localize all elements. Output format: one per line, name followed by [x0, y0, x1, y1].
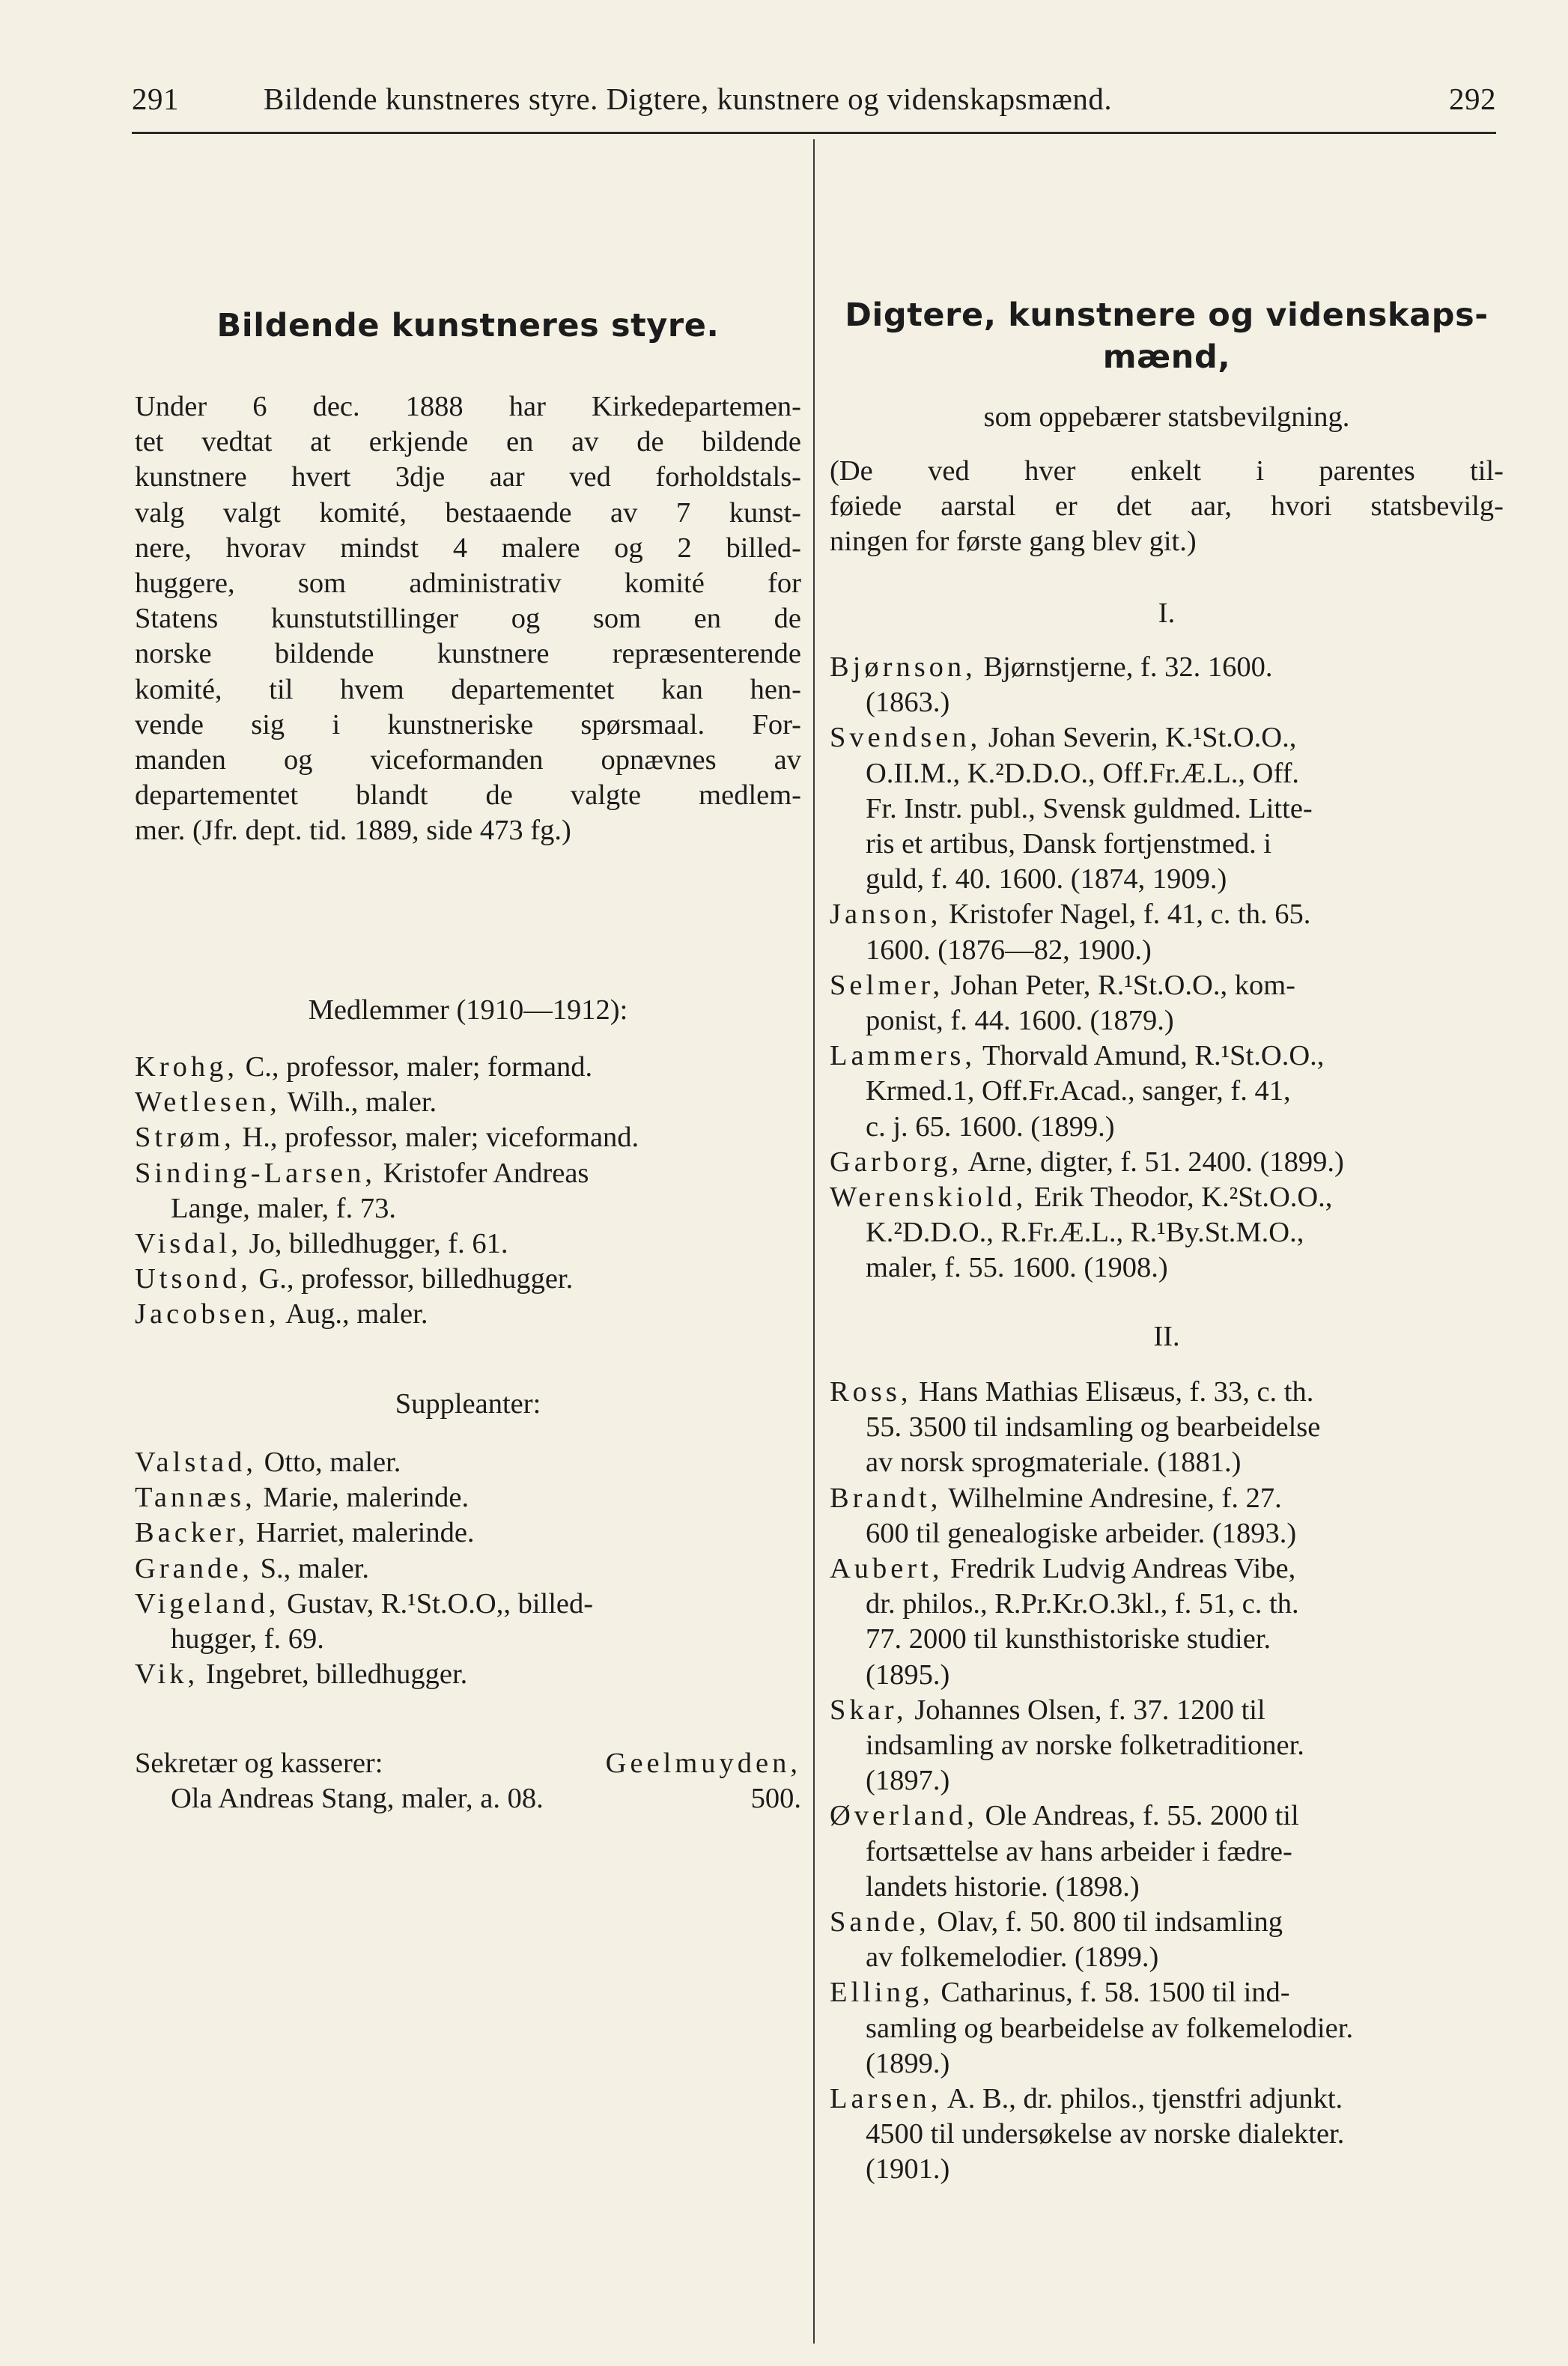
paragraph-line: norske bildende kunstnere repræsenterende	[135, 638, 801, 670]
secretary-block	[135, 1746, 801, 1816]
entry-text: Arne, digter, f. 51. 2400. (1899.)	[967, 1146, 1344, 1178]
person-name: Tannæs,	[135, 1482, 256, 1514]
deputy-entry	[135, 1587, 801, 1657]
note-paragraph	[830, 454, 1504, 560]
grant-list-2	[830, 1375, 1504, 2188]
entry-text: 4500 til undersøkelse av norske dialekter.	[866, 2118, 1345, 2150]
person-name: Larsen,	[830, 2083, 942, 2115]
entry-text: C., professor, maler; formand.	[245, 1051, 593, 1083]
member-entry	[135, 1085, 801, 1120]
intro-paragraph	[135, 389, 801, 849]
person-name: Aubert,	[830, 1553, 943, 1585]
entry-text: Hans Mathias Elisæus, f. 33, c. th.	[919, 1376, 1314, 1408]
deputy-entry	[135, 1657, 801, 1692]
entry-text: landets historie. (1898.)	[866, 1870, 1140, 1903]
person-name: Svendsen,	[830, 722, 982, 754]
person-name: Selmer,	[830, 969, 944, 1001]
paragraph-line: Under 6 dec. 1888 har Kirkedepartemen-	[135, 391, 801, 422]
entry-text: Fr. Instr. publ., Svensk guldmed. Litte-	[866, 792, 1313, 824]
person-name: Elling,	[830, 1977, 934, 2009]
entry-text: Olav, f. 50. 800 til indsamling	[937, 1906, 1283, 1938]
person-name: Geelmuyden,	[605, 1748, 801, 1779]
grant-entry	[830, 2081, 1504, 2188]
person-name: Lammers,	[830, 1040, 976, 1072]
person-name: Bjørnson,	[830, 651, 976, 683]
paragraph-line: vende sig i kunstneriske spørsmaal. For-	[135, 708, 801, 740]
member-entry	[135, 1120, 801, 1155]
entry-text: dr. philos., R.Pr.Kr.O.3kl., f. 51, c. th.	[866, 1588, 1299, 1620]
subheading: som oppebærer statsbevilgning.	[983, 401, 1350, 433]
grant-entry	[830, 1975, 1504, 2081]
entry-text: Fredrik Ludvig Andreas Vibe,	[950, 1553, 1296, 1585]
section-number-2: II.	[1153, 1321, 1180, 1352]
entry-text: Catharinus, f. 58. 1500 til ind-	[941, 1977, 1290, 2009]
entry-text: av norsk sprogmateriale. (1881.)	[866, 1447, 1242, 1479]
header-rule	[132, 132, 1496, 134]
grant-entry	[830, 650, 1504, 720]
paragraph-line: valg valgt komité, bestaaende av 7 kunst-	[135, 496, 801, 529]
person-name: Wetlesen,	[135, 1086, 281, 1119]
members-heading: Medlemmer (1910—1912):	[308, 994, 628, 1026]
secretary-label: Sekretær og kasserer:	[135, 1748, 383, 1779]
paragraph-line: (De ved hver enkelt i parentes til-	[830, 455, 1504, 487]
grant-entry	[830, 897, 1504, 967]
members-list	[135, 1050, 801, 1333]
entry-text: Thorvald Amund, R.¹St.O.O.,	[982, 1040, 1325, 1072]
entry-text: 600 til genealogiske arbeider. (1893.)	[866, 1517, 1297, 1549]
paragraph-line: departementet blandt de valgte medlem-	[135, 779, 801, 812]
person-name: Skar,	[830, 1694, 908, 1726]
entry-text: Marie, malerinde.	[263, 1482, 470, 1514]
person-name: Valstad,	[135, 1447, 257, 1478]
paragraph-line: manden og viceformanden opnævnes av	[135, 744, 801, 776]
entry-text: Erik Theodor, K.²St.O.O.,	[1033, 1182, 1333, 1214]
section-heading-bildende: Bildende kunstneres styre.	[216, 307, 720, 344]
entry-text: Ole Andreas, f. 55. 2000 til	[985, 1800, 1299, 1832]
member-entry	[135, 1156, 801, 1226]
entry-text: indsamling av norske folketraditioner.	[866, 1730, 1304, 1762]
person-name: Strøm,	[135, 1122, 235, 1154]
entry-text: 55. 3500 til indsamling og bearbeidelse	[866, 1411, 1321, 1444]
entry-text: samling og bearbeidelse av folkemelodier.	[866, 2012, 1354, 2044]
grant-entry	[830, 1551, 1504, 1693]
entry-text: Kristofer Andreas	[383, 1157, 589, 1189]
entry-text: 1600. (1876—82, 1900.)	[866, 934, 1152, 966]
entry-text: (1899.)	[866, 2047, 950, 2079]
entry-text: c. j. 65. 1600. (1899.)	[866, 1110, 1115, 1143]
grant-entry	[830, 720, 1504, 897]
person-name: Ross,	[830, 1376, 912, 1408]
entry-text: Wilh., maler.	[287, 1086, 437, 1119]
entry-text: G., professor, billedhugger.	[258, 1263, 574, 1295]
amount: 500.	[750, 1783, 801, 1815]
grant-entry	[830, 1375, 1504, 1481]
grant-entry	[830, 1145, 1504, 1180]
entry-text: Wilhelmine Andresine, f. 27.	[948, 1482, 1282, 1514]
entry-text: O.II.M., K.²D.D.O., Off.Fr.Æ.L., Off.	[866, 757, 1300, 789]
entry-text: A. B., dr. philos., tjenstfri adjunkt.	[946, 2083, 1343, 2115]
entry-text: ponist, f. 44. 1600. (1879.)	[866, 1005, 1174, 1037]
entry-text: Otto, maler.	[264, 1447, 401, 1478]
deputy-entry	[135, 1515, 801, 1551]
paragraph-line: mer. (Jfr. dept. tid. 1889, side 473 fg.)	[135, 815, 571, 847]
person-name: Sinding-Larsen,	[135, 1157, 376, 1189]
entry-text: S., maler.	[260, 1552, 369, 1584]
entry-text: Kristofer Nagel, f. 41, c. th. 65.	[949, 898, 1311, 931]
entry-text: H., professor, maler; viceformand.	[242, 1122, 639, 1154]
column-divider	[813, 139, 815, 2344]
grant-entry	[830, 1481, 1504, 1551]
entry-text: Gustav, R.¹St.O.O,, billed-	[287, 1587, 594, 1620]
deputies-heading: Suppleanter:	[395, 1388, 541, 1420]
paragraph-line: kunstnere hvert 3dje aar ved forholdstals-	[135, 461, 801, 493]
person-name: Backer,	[135, 1517, 249, 1549]
paragraph-line: huggere, som administrativ komité for	[135, 568, 801, 600]
entry-text: Bjørnstjerne, f. 32. 1600.	[983, 651, 1273, 683]
paragraph-line: komité, til hvem departementet kan hen-	[135, 673, 801, 705]
heading-line: mænd,	[1102, 338, 1231, 376]
grant-list-1	[830, 650, 1504, 1286]
person-name: Sande,	[830, 1906, 930, 1938]
grant-entry	[830, 1038, 1504, 1145]
deputy-entry	[135, 1445, 801, 1480]
entry-text: (1901.)	[866, 2153, 950, 2186]
grant-entry	[830, 968, 1504, 1038]
person-name: Grande,	[135, 1552, 253, 1584]
entry-text: Lange, maler, f. 73.	[171, 1192, 396, 1224]
paragraph-line: Statens kunstutstillinger og som en de	[135, 603, 801, 635]
entry-text: hugger, f. 69.	[171, 1623, 324, 1655]
person-name: Brandt,	[830, 1482, 942, 1514]
person-name: Vigeland,	[135, 1587, 280, 1620]
person-name: Jacobsen,	[135, 1298, 280, 1331]
section-number-1: I.	[1158, 597, 1176, 629]
person-name: Krohg,	[135, 1051, 238, 1083]
entry-text: Ola Andreas Stang, maler, a. 08.	[171, 1783, 544, 1815]
paragraph-line: føiede aarstal er det aar, hvori statsbevilg-	[830, 490, 1504, 523]
entry-text: ris et artibus, Dansk fortjenstmed. i	[866, 828, 1272, 860]
paragraph-line: nere, hvorav mindst 4 malere og 2 billed-	[135, 532, 801, 564]
running-header	[132, 81, 1496, 120]
heading-line: Digtere, kunstnere og videnskaps-	[845, 296, 1489, 334]
deputies-list	[135, 1445, 801, 1692]
paragraph-line: ningen for første gang blev git.)	[830, 526, 1197, 558]
secretary-line-2	[135, 1781, 801, 1816]
entry-text: Krmed.1, Off.Fr.Acad., sanger, f. 41,	[866, 1075, 1291, 1107]
member-entry	[135, 1297, 801, 1332]
entry-text: Harriet, malerinde.	[255, 1517, 475, 1549]
person-name: Vik,	[135, 1658, 199, 1691]
entry-text: (1895.)	[866, 1658, 950, 1691]
person-name: Visdal,	[135, 1228, 242, 1260]
entry-text: guld, f. 40. 1600. (1874, 1909.)	[866, 863, 1227, 895]
section-heading-digtere	[830, 294, 1504, 378]
entry-text: fortsættelse av hans arbeider i fædre-	[866, 1835, 1292, 1867]
person-name: Øverland,	[830, 1800, 978, 1832]
grant-entry	[830, 1798, 1504, 1905]
grant-entry	[830, 1693, 1504, 1799]
paragraph-line: tet vedtat at erkjende en av de bildende	[135, 426, 801, 458]
page-number-right: 292	[1449, 82, 1496, 116]
grant-entry	[830, 1905, 1504, 1975]
entry-text: Ingebret, billedhugger.	[205, 1658, 468, 1691]
person-name: Janson,	[830, 898, 942, 931]
person-name: Utsond,	[135, 1263, 252, 1295]
entry-text: Johan Severin, K.¹St.O.O.,	[988, 722, 1297, 754]
entry-text: av folkemelodier. (1899.)	[866, 1941, 1159, 1974]
member-entry	[135, 1050, 801, 1085]
page-number-left: 291	[132, 82, 179, 116]
entry-text: 77. 2000 til kunsthistoriske studier.	[866, 1623, 1271, 1655]
person-name: Werenskiold,	[830, 1182, 1027, 1214]
member-entry	[135, 1262, 801, 1297]
entry-text: (1863.)	[866, 687, 950, 719]
running-title: Bildende kunstneres styre. Digtere, kunstnere og videnskapsmænd.	[264, 82, 1113, 116]
member-entry	[135, 1226, 801, 1262]
entry-text: Johannes Olsen, f. 37. 1200 til	[914, 1694, 1265, 1726]
entry-text: K.²D.D.O., R.Fr.Æ.L., R.¹By.St.M.O.,	[866, 1217, 1304, 1249]
entry-text: Aug., maler.	[285, 1298, 428, 1331]
person-name: Garborg,	[830, 1146, 963, 1178]
secretary-line-1	[135, 1746, 801, 1781]
entry-text: Jo, billedhugger, f. 61.	[249, 1228, 508, 1260]
deputy-entry	[135, 1480, 801, 1515]
deputy-entry	[135, 1551, 801, 1587]
grant-entry	[830, 1180, 1504, 1286]
entry-text: Johan Peter, R.¹St.O.O., kom-	[950, 969, 1295, 1001]
entry-text: (1897.)	[866, 1765, 950, 1797]
entry-text: maler, f. 55. 1600. (1908.)	[866, 1252, 1168, 1284]
